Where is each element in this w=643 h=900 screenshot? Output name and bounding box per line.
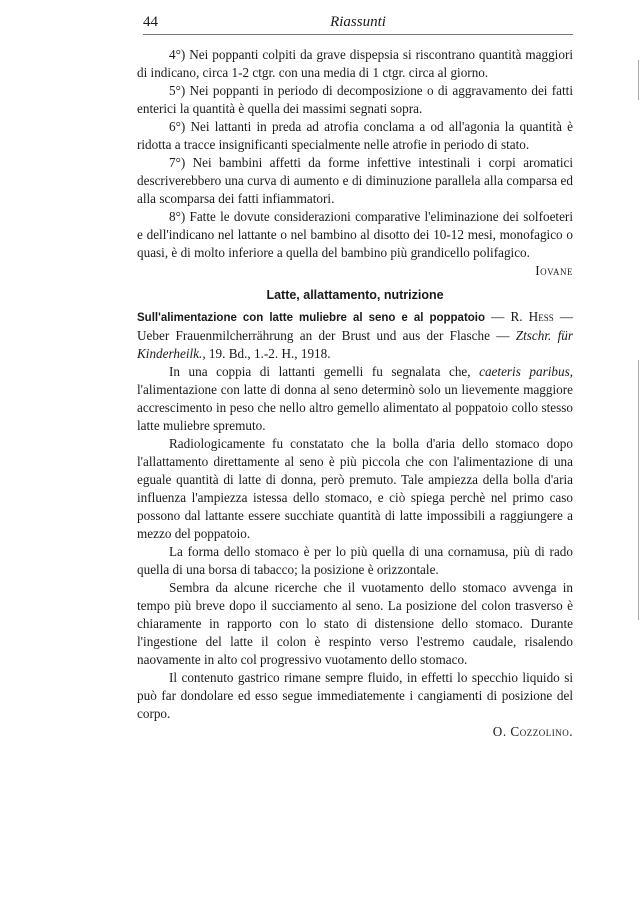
- paragraph-point-6: 6°) Nei lattanti in preda ad atrofia conclama a od all'agonia la quantità è ridotta a tracce insignificanti specialmente nelle atrofie in periodo di stato.: [137, 119, 573, 152]
- paragraph-twins-start: In una coppia di lattanti gemelli fu segnalata che,: [169, 364, 480, 379]
- citation-original-title: — Ueber Frauenmilcherrährung an der Brust und aus der Flasche —: [137, 309, 574, 343]
- citation-title: Sull'alimentazione con latte muliebre al seno e al poppatoio: [137, 312, 486, 324]
- paragraph-point-4: 4°) Nei poppanti colpiti da grave dispepsia si riscontrano quantità maggiori di indicano, circa 1-2 ctgr. con una media di 1 ctgr. circa al giorno.: [137, 47, 573, 80]
- page-number: 44: [143, 14, 158, 30]
- paragraph-gastric-content: Il contenuto gastrico rimane sempre fluido, in effetti lo specchio liquido si può far dondolare ed esso segue immediatemente i cangiamenti di posizione del corpo.: [137, 670, 573, 721]
- citation-dash: —: [491, 309, 505, 324]
- citation-details: 19. Bd., 1.-2. H., 1918.: [208, 346, 331, 361]
- running-title: Riassunti: [330, 14, 386, 30]
- body-text: [137, 46, 573, 741]
- running-header: [143, 14, 573, 34]
- citation: [137, 308, 573, 363]
- header-rule: [143, 34, 573, 35]
- citation-author: R. Hess: [510, 309, 554, 324]
- margin-scan-mark: [638, 360, 639, 620]
- paragraph-twins-end: l'alimentazione con latte di donna al seno determinò solo un lievemente maggiore accrescimento in peso che nello altro gemello alimentato al poppatoio collo stesso latte muliebre spremuto.: [137, 382, 573, 433]
- signature-iovane: Iovane: [535, 263, 573, 278]
- paragraph-radiology: Radiologicamente fu constatato che la bolla d'aria dello stomaco dopo l'allattamento direttamente al seno è più piccola che con l'alimentazione di una eguale quantità di latte di donna, però premuto. Tale ampiezza della bolla d'aria influenza l'ampiezza istessa dello stomaco, e ciò spiega perchè nel primo caso possono dal lattante essere succhiate quantità di latte impossibili a raggiungere a mezzo del poppatoio.: [137, 436, 573, 541]
- paragraph-point-7: 7°) Nei bambini affetti da forme infettive intestinali i corpi aromatici descriverebbero una curva di aumento e di diminuzione parallela alla comparsa ed alla scomparsa dei fatti infiammatori.: [137, 155, 573, 206]
- paragraph-emptying: Sembra da alcune ricerche che il vuotamento dello stomaco avvenga in tempo più breve dopo il succiamento al seno. La posizione del colon trasverso è chiaramente in rapporto con lo stato di distensione dello stomaco. Durante l'ingestione del latte il colon è respinto verso l'estremo caudale, risalendo naovamente in alto col progressivo vuotamento dello stomaco.: [137, 580, 573, 667]
- margin-scan-mark: [638, 60, 639, 100]
- paragraph-point-8: 8°) Fatte le dovute considerazioni comparative l'eliminazione dei solfoeteri e dell'indicano nel lattante o nel bambino al disotto dei 10-12 mesi, monofagico o quasi, è di molto inferiore a quella del bambino più grandicello polifagico.: [137, 209, 573, 260]
- paragraph-stomach-shape: La forma dello stomaco è per lo più quella di una cornamusa, più di rado quella di una borsa di tabacco; la posizione è orizzontale.: [137, 544, 573, 577]
- paragraph-twins: [137, 363, 573, 435]
- signature-cozzolino: O. Cozzolino.: [492, 724, 573, 739]
- section-title: Latte, allattamento, nutrizione: [266, 288, 444, 302]
- latin-phrase: caeteris paribus,: [479, 364, 573, 379]
- paragraph-point-5: 5°) Nei poppanti in periodo di decomposizione o di aggravamento dei fatti enterici la quantità è quella dei massimi segnati sopra.: [137, 83, 573, 116]
- citation-journal: Ztschr. für Kinderheilk.,: [137, 328, 573, 361]
